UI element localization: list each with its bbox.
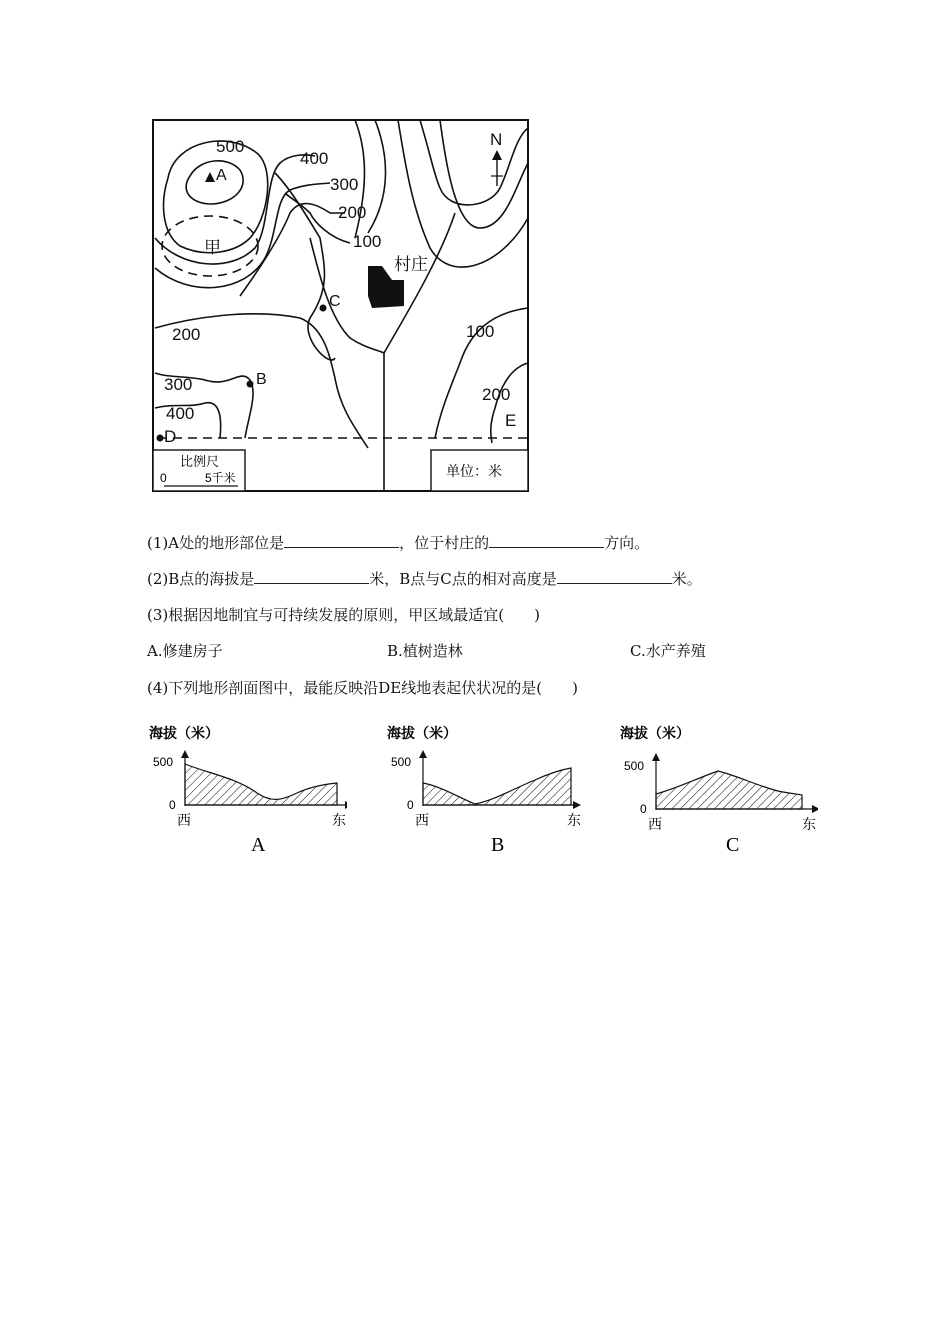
question-3: (3)根据因地制宜与可持续发展的原则，甲区域最适宜( )	[147, 606, 540, 624]
svg-text:0: 0	[407, 798, 414, 812]
question-1: (1)A处的地形部位是 ，位于村庄的 方向。	[147, 534, 650, 552]
north-label: N	[490, 130, 503, 149]
point-a-label: A	[216, 167, 227, 184]
contour-label-500: 500	[216, 137, 245, 156]
scale-value: 5千米	[205, 471, 236, 485]
contour-label-400-left: 400	[166, 404, 195, 423]
contour-label-400: 400	[300, 149, 329, 168]
contour-map	[150, 118, 532, 494]
contour-label-200-left: 200	[172, 325, 201, 344]
answer-blank[interactable]	[489, 533, 604, 548]
svg-text:500: 500	[153, 755, 174, 769]
answer-blank[interactable]	[254, 569, 369, 584]
option-b[interactable]: B.植树造林	[387, 642, 463, 660]
svg-text:东: 东	[332, 812, 346, 828]
point-b-dot	[247, 381, 254, 388]
unit-label: 单位：米	[446, 463, 502, 479]
contour-label-200: 200	[338, 203, 367, 222]
answer-blank[interactable]	[557, 569, 672, 584]
profile-a[interactable]	[147, 718, 347, 858]
svg-text:西: 西	[648, 816, 662, 832]
answer-blank[interactable]	[284, 533, 399, 548]
svg-text:东: 东	[567, 812, 581, 828]
profile-b[interactable]	[385, 718, 585, 858]
scale-zero: 0	[160, 471, 167, 485]
contour-label-200-right: 200	[482, 385, 511, 404]
svg-text:西: 西	[415, 812, 429, 828]
point-b-label: B	[256, 371, 267, 388]
region-jia-label: 甲	[204, 238, 221, 257]
point-c-label: C	[329, 293, 341, 310]
svg-text:海拔（米）: 海拔（米）	[149, 725, 219, 741]
point-c-dot	[320, 305, 327, 312]
question-2: (2)B点的海拔是 米，B点与C点的相对高度是 米。	[147, 570, 702, 588]
svg-text:东: 东	[802, 816, 816, 832]
svg-text:B: B	[491, 834, 505, 856]
point-d-label: D	[164, 427, 177, 446]
svg-text:0: 0	[169, 798, 176, 812]
contour-label-300: 300	[330, 175, 359, 194]
village-label: 村庄	[394, 255, 428, 274]
contour-label-100-right: 100	[466, 322, 495, 341]
svg-text:海拔（米）: 海拔（米）	[387, 725, 457, 741]
svg-text:0: 0	[640, 802, 647, 816]
scale-title: 比例尺	[180, 454, 220, 469]
point-e-label: E	[505, 411, 517, 430]
contour-label-100: 100	[353, 232, 382, 251]
point-d-dot	[157, 435, 164, 442]
svg-text:西: 西	[177, 812, 191, 828]
option-c[interactable]: C.水产养殖	[630, 642, 706, 660]
svg-text:500: 500	[391, 755, 412, 769]
svg-text:A: A	[251, 834, 266, 856]
svg-text:海拔（米）: 海拔（米）	[620, 725, 690, 741]
svg-text:C: C	[726, 834, 740, 856]
profile-c[interactable]	[618, 718, 818, 858]
question-4: (4)下列地形剖面图中，最能反映沿DE线地表起伏状况的是( )	[147, 679, 578, 697]
svg-text:500: 500	[624, 759, 645, 773]
option-a[interactable]: A.修建房子	[147, 642, 223, 660]
contour-label-300-left: 300	[164, 375, 193, 394]
